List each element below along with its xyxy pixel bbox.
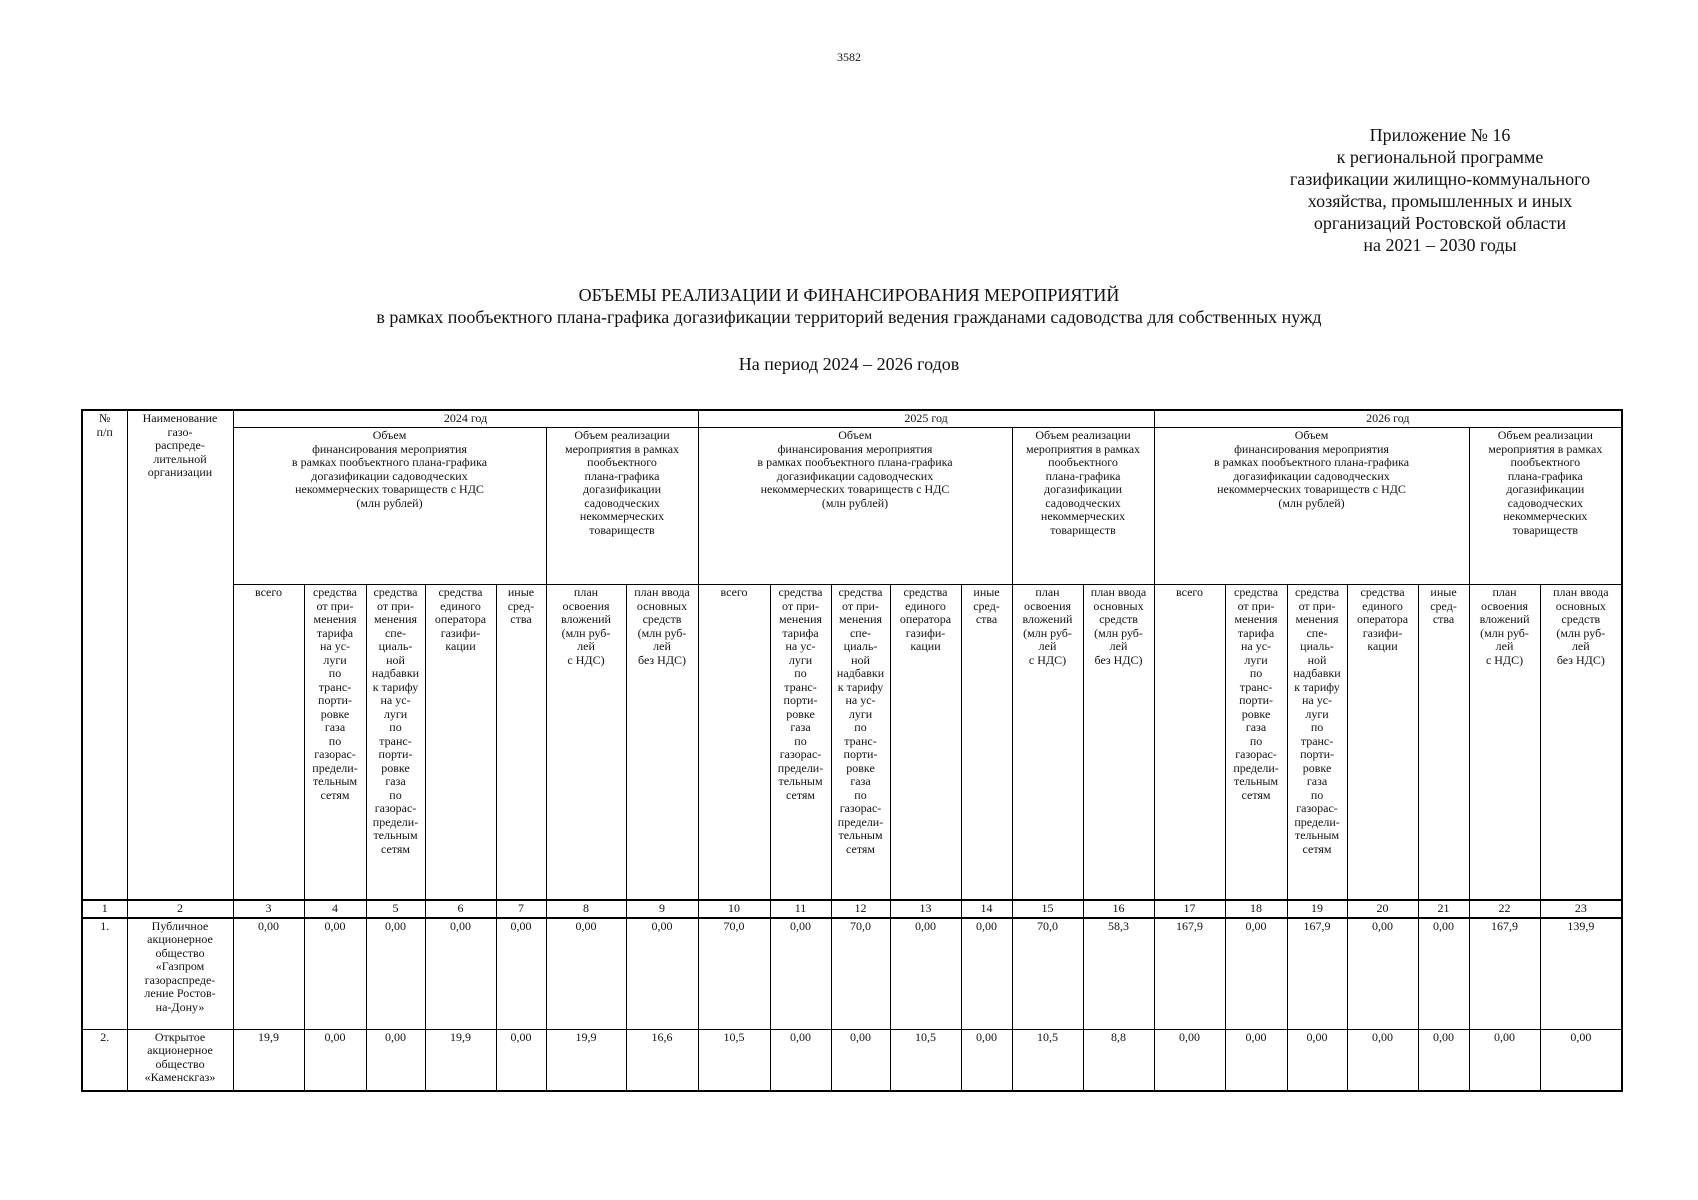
table-cell: 0,00 xyxy=(1225,1029,1287,1091)
sub-header-investment-plan: план освоения вложений (млн руб- лей с НДС) xyxy=(1012,585,1083,901)
table-cell: 167,9 xyxy=(1287,918,1347,1030)
row-number: 1. xyxy=(82,918,127,1030)
column-number: 3 xyxy=(233,900,304,918)
table-cell: 167,9 xyxy=(1154,918,1225,1030)
table-cell: 0,00 xyxy=(1418,1029,1469,1091)
appendix-line: на 2021 – 2030 годы xyxy=(1363,235,1517,255)
sub-header-investment-plan: план освоения вложений (млн руб- лей с НДС) xyxy=(1469,585,1540,901)
table-cell: 19,9 xyxy=(233,1029,304,1091)
organization-name: Публичное акционерное общество «Газпром газораспреде- ление Ростов- на-Дону» xyxy=(127,918,233,1030)
document-title: ОБЪЕМЫ РЕАЛИЗАЦИИ И ФИНАНСИРОВАНИЯ МЕРОПРИЯТИЙ xyxy=(578,285,1120,305)
table-cell: 70,0 xyxy=(698,918,770,1030)
table-cell: 0,00 xyxy=(890,918,961,1030)
table-cell: 0,00 xyxy=(366,1029,425,1091)
column-number: 21 xyxy=(1418,900,1469,918)
page-number: 3582 xyxy=(837,50,861,64)
table-cell: 0,00 xyxy=(304,1029,366,1091)
sub-header-other: иные сред- ства xyxy=(496,585,546,901)
sub-header-tariff: средства от при- менения тарифа на ус- луги по транс- порти- ровке газа по газорас- предели- тельным сетям xyxy=(770,585,831,901)
sub-header-other: иные сред- ства xyxy=(1418,585,1469,901)
row-number: 2. xyxy=(82,1029,127,1091)
document-period: На период 2024 – 2026 годов xyxy=(738,354,960,374)
column-number: 8 xyxy=(546,900,626,918)
column-number: 15 xyxy=(1012,900,1083,918)
column-number: 23 xyxy=(1540,900,1622,918)
table-row xyxy=(82,1029,1622,1091)
appendix-line: Приложение № 16 xyxy=(1369,125,1511,145)
column-number: 18 xyxy=(1225,900,1287,918)
sub-header-commissioning-plan: план ввода основных средств (млн руб- лей без НДС) xyxy=(626,585,698,901)
group-header-implementation: Объем реализации мероприятия в рамках пообъектного плана-графика догазификации садоводческих некоммерческих товариществ xyxy=(546,428,698,585)
table-cell: 10,5 xyxy=(890,1029,961,1091)
column-number: 12 xyxy=(831,900,890,918)
group-header-financing: Объем финансирования мероприятия в рамках пообъектного плана-графика догазификации садоводческих некоммерческих товариществ с НДС (млн рублей) xyxy=(698,428,1012,585)
column-number: 20 xyxy=(1347,900,1418,918)
sub-header-commissioning-plan: план ввода основных средств (млн руб- лей без НДС) xyxy=(1540,585,1622,901)
table-cell: 0,00 xyxy=(1287,1029,1347,1091)
column-numbers-row xyxy=(82,900,1622,918)
column-number: 13 xyxy=(890,900,961,918)
sub-header-investment-plan: план освоения вложений (млн руб- лей с НДС) xyxy=(546,585,626,901)
column-number: 11 xyxy=(770,900,831,918)
col-header-number: № п/п xyxy=(82,410,127,900)
table-cell: 0,00 xyxy=(770,918,831,1030)
group-header-implementation: Объем реализации мероприятия в рамках пообъектного плана-графика догазификации садоводческих некоммерческих товариществ xyxy=(1012,428,1154,585)
column-number: 6 xyxy=(425,900,496,918)
table-cell: 0,00 xyxy=(831,1029,890,1091)
table-cell: 0,00 xyxy=(496,918,546,1030)
column-number: 17 xyxy=(1154,900,1225,918)
column-number: 14 xyxy=(961,900,1012,918)
table-cell: 0,00 xyxy=(233,918,304,1030)
table-cell: 19,9 xyxy=(546,1029,626,1091)
table-cell: 8,8 xyxy=(1083,1029,1154,1091)
table-cell: 0,00 xyxy=(366,918,425,1030)
col-header-organization: Наименование газо- распреде- лительной организации xyxy=(127,410,233,900)
table-cell: 10,5 xyxy=(1012,1029,1083,1091)
column-number: 10 xyxy=(698,900,770,918)
organization-name: Открытое акционерное общество «Каменскгаз» xyxy=(127,1029,233,1091)
table-cell: 0,00 xyxy=(546,918,626,1030)
table-cell: 0,00 xyxy=(496,1029,546,1091)
sub-header-total: всего xyxy=(698,585,770,901)
group-header-financing: Объем финансирования мероприятия в рамках пообъектного плана-графика догазификации садоводческих некоммерческих товариществ с НДС (млн рублей) xyxy=(1154,428,1469,585)
column-number: 7 xyxy=(496,900,546,918)
sub-header-surcharge: средства от при- менения спе- циаль- ной надбавки к тарифу на ус- луги по транс- порти- ровке газа по газорас- предели- тельным сетям xyxy=(1287,585,1347,901)
sub-header-tariff: средства от при- менения тарифа на ус- луги по транс- порти- ровке газа по газорас- предели- тельным сетям xyxy=(304,585,366,901)
column-number: 2 xyxy=(127,900,233,918)
table-cell: 0,00 xyxy=(961,918,1012,1030)
column-number: 16 xyxy=(1083,900,1154,918)
table-cell: 0,00 xyxy=(770,1029,831,1091)
table-cell: 0,00 xyxy=(1540,1029,1622,1091)
appendix-line: к региональной программе xyxy=(1336,147,1544,167)
table-cell: 70,0 xyxy=(831,918,890,1030)
sub-header-commissioning-plan: план ввода основных средств (млн руб- лей без НДС) xyxy=(1083,585,1154,901)
table-cell: 0,00 xyxy=(1154,1029,1225,1091)
table-cell: 167,9 xyxy=(1469,918,1540,1030)
table-cell: 0,00 xyxy=(626,918,698,1030)
sub-header-total: всего xyxy=(1154,585,1225,901)
column-number: 4 xyxy=(304,900,366,918)
column-number: 5 xyxy=(366,900,425,918)
appendix-line: хозяйства, промышленных и иных xyxy=(1307,191,1573,211)
document-subtitle: в рамках пообъектного плана-графика догазификации территорий ведения гражданами садоводства для собственных нужд xyxy=(376,307,1322,327)
appendix-block xyxy=(1260,124,1620,256)
table-cell: 0,00 xyxy=(425,918,496,1030)
sub-header-operator: средства единого оператора газифи- кации xyxy=(425,585,496,901)
sub-header-other: иные сред- ства xyxy=(961,585,1012,901)
table-cell: 10,5 xyxy=(698,1029,770,1091)
table-cell: 0,00 xyxy=(1347,918,1418,1030)
financing-table xyxy=(81,409,1623,1092)
sub-header-operator: средства единого оператора газифи- кации xyxy=(1347,585,1418,901)
table-cell: 58,3 xyxy=(1083,918,1154,1030)
table-cell: 0,00 xyxy=(1225,918,1287,1030)
table-cell: 0,00 xyxy=(304,918,366,1030)
group-header-implementation: Объем реализации мероприятия в рамках пообъектного плана-графика догазификации садоводческих некоммерческих товариществ xyxy=(1469,428,1622,585)
table-row xyxy=(82,918,1622,1030)
table-cell: 0,00 xyxy=(961,1029,1012,1091)
column-number: 1 xyxy=(82,900,127,918)
year-header-2026: 2026 год xyxy=(1154,410,1622,428)
table-cell: 16,6 xyxy=(626,1029,698,1091)
sub-header-total: всего xyxy=(233,585,304,901)
table-cell: 0,00 xyxy=(1418,918,1469,1030)
sub-header-surcharge: средства от при- менения спе- циаль- ной надбавки к тарифу на ус- луги по транс- порти- ровке газа по газорас- предели- тельным сетям xyxy=(366,585,425,901)
group-header-financing: Объем финансирования мероприятия в рамках пообъектного плана-графика догазификации садоводческих некоммерческих товариществ с НДС (млн рублей) xyxy=(233,428,546,585)
appendix-line: газификации жилищно-коммунального xyxy=(1289,169,1591,189)
table-cell: 70,0 xyxy=(1012,918,1083,1030)
column-number: 19 xyxy=(1287,900,1347,918)
table-cell: 0,00 xyxy=(1469,1029,1540,1091)
table-cell: 19,9 xyxy=(425,1029,496,1091)
sub-header-surcharge: средства от при- менения спе- циаль- ной надбавки к тарифу на ус- луги по транс- порти- ровке газа по газорас- предели- тельным сетям xyxy=(831,585,890,901)
appendix-line: организаций Ростовской области xyxy=(1313,213,1567,233)
year-header-2025: 2025 год xyxy=(698,410,1154,428)
sub-header-operator: средства единого оператора газифи- кации xyxy=(890,585,961,901)
table-cell: 139,9 xyxy=(1540,918,1622,1030)
column-number: 9 xyxy=(626,900,698,918)
table-cell: 0,00 xyxy=(1347,1029,1418,1091)
sub-header-tariff: средства от при- менения тарифа на ус- луги по транс- порти- ровке газа по газорас- предели- тельным сетям xyxy=(1225,585,1287,901)
year-header-2024: 2024 год xyxy=(233,410,698,428)
column-number: 22 xyxy=(1469,900,1540,918)
